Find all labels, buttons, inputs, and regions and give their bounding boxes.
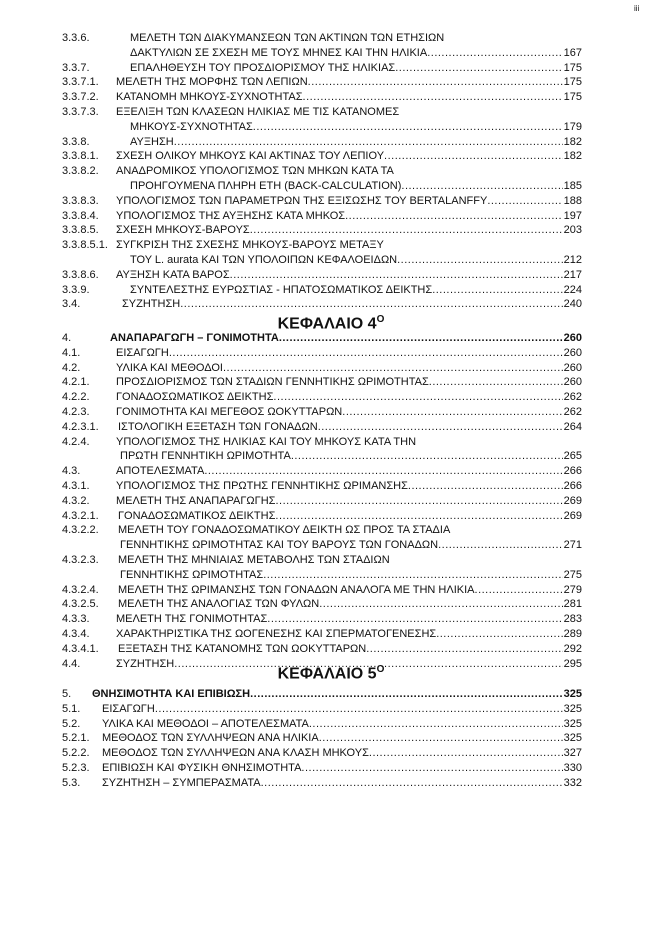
toc-entry-title: ΑΥΞΗΣΗ ΚΑΤΑ ΒΑΡΟΣ xyxy=(116,268,230,281)
chapter-4-title: ΚΕΦΑΛΑΙΟ 4 xyxy=(277,315,377,333)
toc-entry-line xyxy=(118,584,582,597)
toc-entry-title: ΑΝΑΔΡΟΜΙΚΟΣ ΥΠΟΛΟΓΙΣΜΟΣ ΤΩΝ ΜΗΚΩΝ ΚΑΤΑ ΤΑ xyxy=(116,165,394,178)
toc-entry xyxy=(62,762,582,775)
toc-entry-line xyxy=(116,150,582,163)
toc-entry-page: 185 xyxy=(563,180,582,192)
dot-leader xyxy=(250,224,563,237)
toc-entry-title: ΥΛΙΚΑ ΚΑΙ ΜΕΘΟΔΟΙ – ΑΠΟΤΕΛΕΣΜΑΤΑ xyxy=(102,717,309,730)
toc-entry-number: 5.2.2. xyxy=(62,747,90,760)
toc-entry-line xyxy=(118,510,582,523)
toc-entry-line xyxy=(116,480,582,493)
dot-leader xyxy=(275,510,562,523)
dot-leader xyxy=(318,421,563,434)
toc-entry-title: ΠΡΩΤΗ ΓΕΝΝΗΤΙΚΗ ΩΡΙΜΟΤΗΤΑ xyxy=(120,450,291,463)
toc-entry-number: 3.3.9. xyxy=(62,283,90,296)
toc-entry-title: ΘΝΗΣΙΜΟΤΗΤΑ ΚΑΙ ΕΠΙΒΙΩΣΗ xyxy=(92,688,251,700)
toc-entry xyxy=(62,436,582,449)
toc-entry-title: ΣΥΝΤΕΛΕΣΤΗΣ ΕΥΡΩΣΤΙΑΣ - ΗΠΑΤΟΣΩΜΑΤΙΚΟΣ ΔΕΙΚΤΗΣ xyxy=(130,283,433,296)
toc-entry-page: 283 xyxy=(563,613,582,626)
toc-entry xyxy=(62,347,582,360)
toc-entry-page: 260 xyxy=(563,361,582,374)
toc-entry-title: ΔΑΚΤΥΛΙΩΝ ΣΕ ΣΧΕΣΗ ΜΕ ΤΟΥΣ ΜΗΝΕΣ ΚΑΙ ΤΗΝ ΗΛΙΚΙΑ xyxy=(130,46,428,59)
toc-entry-page: 295 xyxy=(563,657,582,670)
toc-entry-page: 281 xyxy=(563,598,582,611)
toc-entry-page: 182 xyxy=(563,150,582,163)
toc-entry-page: 262 xyxy=(563,391,582,404)
toc-entry-page: 224 xyxy=(563,283,582,296)
toc-entry-number: 4. xyxy=(62,332,72,344)
toc-entry-number: 4.4. xyxy=(62,657,81,670)
toc-entry-line xyxy=(116,376,582,389)
toc-entry-page: 179 xyxy=(563,120,582,133)
toc-entry-page: 325 xyxy=(563,688,582,700)
dot-leader xyxy=(366,643,562,656)
toc-entry-number: 4.2.3.1. xyxy=(62,420,99,433)
toc-entry-title: ΤΟΥ L. aurata ΚΑΙ ΤΩΝ ΥΠΟΛΟΙΠΩΝ ΚΕΦΑΛΟΕΙΔΩΝ xyxy=(130,254,398,266)
toc-entry-number: 4.3.2.3. xyxy=(62,554,99,566)
toc-entry-page: 269 xyxy=(563,509,582,522)
toc-entry-number: 4.3.2. xyxy=(62,494,90,507)
dot-leader xyxy=(436,628,562,641)
toc-entry-number: 4.2.4. xyxy=(62,435,90,448)
toc-entry xyxy=(62,628,582,641)
toc-entry-page: 269 xyxy=(563,494,582,507)
toc-entry-page: 197 xyxy=(563,209,582,222)
toc-entry xyxy=(62,643,582,656)
dot-leader xyxy=(397,254,563,267)
dot-leader xyxy=(475,584,563,597)
toc-entry-number: 5.3. xyxy=(62,776,81,789)
toc-entry-page: 266 xyxy=(563,465,582,478)
toc-entry-line xyxy=(116,495,582,508)
dot-leader xyxy=(408,480,563,493)
dot-leader xyxy=(301,762,562,775)
toc-entry xyxy=(62,524,582,537)
toc-entry-number: 4.3.1. xyxy=(62,480,90,492)
toc-entry-page: 260 xyxy=(563,332,582,344)
toc-entry-title: ΣΧΕΣΗ ΜΗΚΟΥΣ-ΒΑΡΟΥΣ xyxy=(116,224,250,237)
toc-entry-line xyxy=(92,688,582,701)
toc-entry xyxy=(62,718,582,731)
toc-entry-number: 5.2. xyxy=(62,717,81,730)
toc-entry-title: ΜΕΛΕΤΗ ΤΗΣ ΜΟΡΦΗΣ ΤΩΝ ΛΕΠΙΩΝ xyxy=(116,76,308,89)
toc-entry-page: 188 xyxy=(563,194,582,207)
dot-leader xyxy=(308,76,563,89)
toc-entry-line xyxy=(102,777,582,790)
toc-entry xyxy=(62,150,582,163)
toc-entry-page: 325 xyxy=(563,717,582,730)
dot-leader xyxy=(263,569,562,582)
dot-leader xyxy=(273,391,562,404)
toc-entry-title: ΓΕΝΝΗΤΙΚΗΣ ΩΡΙΜΟΤΗΤΑΣ ΚΑΙ ΤΟΥ ΒΑΡΟΥΣ ΤΩΝ ΓΟΝΑΔΩΝ xyxy=(120,539,439,552)
toc-entry xyxy=(62,332,582,345)
dot-leader xyxy=(438,539,563,552)
dot-leader xyxy=(155,703,563,716)
toc-entry-number: 3.4. xyxy=(62,298,81,311)
toc-entry-number: 3.3.8.1. xyxy=(62,150,99,163)
toc-entry-number: 3.3.8.6. xyxy=(62,268,99,281)
toc-entry-line xyxy=(116,224,582,237)
toc-entry-title: ΣΥΖΗΤΗΣΗ – ΣΥΜΠΕΡΑΣΜΑΤΑ xyxy=(102,776,261,789)
toc-entry-number: 3.3.8.5. xyxy=(62,224,99,237)
toc-entry-page: 325 xyxy=(563,702,582,715)
toc-entry-title: ΑΠΟΤΕΛΕΣΜΑΤΑ xyxy=(116,465,205,478)
dot-leader xyxy=(174,136,563,149)
toc-entry-line xyxy=(118,643,582,656)
toc-entry xyxy=(62,613,582,626)
toc-entry-number: 4.2.2. xyxy=(62,391,90,404)
toc-entry-title: ΥΠΟΛΟΓΙΣΜΟΣ ΤΗΣ ΠΡΩΤΗΣ ΓΕΝΝΗΤΙΚΗΣ ΩΡΙΜΑΝΣΗΣ xyxy=(116,480,408,492)
dot-leader xyxy=(291,450,563,463)
toc-entry xyxy=(62,510,582,523)
toc-entry-number: 5. xyxy=(62,688,72,700)
toc-entry-number: 3.3.8.2. xyxy=(62,165,99,178)
toc-entry-page: 327 xyxy=(563,747,582,760)
toc-entry xyxy=(62,195,582,208)
toc-entry-page: 279 xyxy=(563,583,582,596)
dot-leader xyxy=(303,91,563,104)
toc-entry-title: ΓΟΝΑΔΟΣΩΜΑΤΙΚΟΣ ΔΕΙΚΤΗΣ xyxy=(118,509,276,522)
toc-entry xyxy=(62,254,582,267)
toc-entry-number: 3.3.8.4. xyxy=(62,209,99,222)
toc-entry xyxy=(62,362,582,375)
toc-entry-page: 240 xyxy=(563,298,582,311)
toc-entry xyxy=(62,777,582,790)
toc-entry-line xyxy=(102,718,582,731)
toc-entry-number: 3.3.6. xyxy=(62,32,90,44)
toc-entry xyxy=(62,106,582,119)
toc-entry-line xyxy=(102,703,582,716)
toc-entry-line xyxy=(130,47,582,60)
toc-entry xyxy=(62,450,582,463)
toc-entry-number: 4.2. xyxy=(62,361,81,374)
dot-leader xyxy=(204,465,562,478)
dot-leader xyxy=(429,376,563,389)
toc-entry-title: ΥΠΟΛΟΓΙΣΜΟΣ ΤΗΣ ΗΛΙΚΙΑΣ ΚΑΙ ΤΟΥ ΜΗΚΟΥΣ ΚΑΤΑ ΤΗΝ xyxy=(116,435,417,448)
toc-entry-line xyxy=(116,465,582,478)
toc-entry-title: ΕΠΙΒΙΩΣΗ ΚΑΙ ΦΥΣΙΚΗ ΘΝΗΣΙΜΟΤΗΤΑ xyxy=(102,762,302,774)
toc-entry-title: ΕΞΕΛΙΞΗ ΤΩΝ ΚΛΑΣΕΩΝ ΗΛΙΚΙΑΣ ΜΕ ΤΙΣ ΚΑΤΑΝΟΜΕΣ xyxy=(116,106,400,118)
toc-entry-page: 265 xyxy=(563,450,582,463)
toc-entry-number: 3.3.8.3. xyxy=(62,194,99,207)
toc-entry-title: ΜΕΘΟΔΟΣ ΤΩΝ ΣΥΛΛΗΨΕΩΝ ΑΝΑ ΚΛΑΣΗ ΜΗΚΟΥΣ xyxy=(102,747,369,760)
toc-entry-number: 5.2.1. xyxy=(62,732,90,745)
toc-entry xyxy=(62,554,582,567)
toc-entry-number: 4.3.4. xyxy=(62,628,90,640)
toc-entry xyxy=(62,210,582,223)
dot-leader xyxy=(487,195,562,208)
dot-leader xyxy=(253,121,563,134)
toc-entry-number: 3.3.7.1. xyxy=(62,76,99,89)
toc-entry-line xyxy=(120,450,582,463)
toc-entry xyxy=(62,91,582,104)
toc-entry-title: ΙΣΤΟΛΟΓΙΚΗ ΕΞΕΤΑΣΗ ΤΩΝ ΓΟΝΑΔΩΝ xyxy=(118,420,318,433)
toc-entry-line xyxy=(116,613,582,626)
toc-entry-title: ΕΙΣΑΓΩΓΗ xyxy=(102,702,155,715)
toc-entry-number: 4.1. xyxy=(62,346,81,359)
toc-entry xyxy=(62,732,582,745)
toc-entry-title: ΕΠΑΛΗΘΕΥΣΗ ΤΟΥ ΠΡΟΣΔΙΟΡΙΣΜΟΥ ΤΗΣ ΗΛΙΚΙΑΣ xyxy=(130,61,396,74)
toc-entry-line xyxy=(116,195,582,208)
toc-entry-title: ΣΧΕΣΗ ΟΛΙΚΟΥ ΜΗΚΟΥΣ ΚΑΙ ΑΚΤΙΝΑΣ ΤΟΥ ΛΕΠΙΟΥ xyxy=(116,150,385,163)
toc-entry-line xyxy=(110,332,582,345)
toc-entry-number: 4.3.2.2. xyxy=(62,524,99,537)
toc-entry xyxy=(62,298,582,311)
toc-entry-line xyxy=(120,539,582,552)
toc-entry-title: ΜΕΛΕΤΗ ΤΗΣ ΑΝΑΠΑΡΑΓΩΓΗΣ xyxy=(116,494,276,507)
toc-entry-line xyxy=(102,762,582,775)
toc-entry xyxy=(62,703,582,716)
toc-entry-title: ΥΠΟΛΟΓΙΣΜΟΣ ΤΗΣ ΑΥΞΗΣΗΣ ΚΑΤΑ ΜΗΚΟΣ xyxy=(116,209,346,222)
toc-entry-line xyxy=(116,91,582,104)
toc-entry-number: 4.3.2.1. xyxy=(62,509,99,522)
toc-entry xyxy=(62,180,582,193)
toc-entry-title: ΜΕΘΟΔΟΣ ΤΩΝ ΣΥΛΛΗΨΕΩΝ ΑΝΑ ΗΛΙΚΙΑ xyxy=(102,732,319,745)
toc-entry-page: 182 xyxy=(563,135,582,148)
dot-leader xyxy=(345,210,563,223)
toc-entry-page: 167 xyxy=(563,46,582,59)
toc-entry-line xyxy=(120,569,582,582)
toc-entry-title: ΠΡΟΗΓΟΥΜΕΝΑ ΠΛΗΡΗ ΕΤΗ (BACK-CALCULATION) xyxy=(130,180,402,192)
toc-entry-page: 203 xyxy=(563,224,582,237)
toc-entry-line xyxy=(116,210,582,223)
dot-leader xyxy=(261,777,563,790)
toc-entry-line xyxy=(130,284,582,297)
toc-entry-line xyxy=(102,747,582,760)
toc-entry-title: ΜΕΛΕΤΗ ΤΩΝ ΔΙΑΚΥΜΑΝΣΕΩΝ ΤΩΝ ΑΚΤΙΝΩΝ ΤΩΝ ΕΤΗΣΙΩΝ xyxy=(130,32,445,44)
dot-leader xyxy=(395,62,562,75)
toc-entry-title: ΕΞΕΤΑΣΗ ΤΗΣ ΚΑΤΑΝΟΜΗΣ ΤΩΝ ΩΟΚΥΤΤΑΡΩΝ xyxy=(118,642,367,655)
toc-entry-title: ΣΥΓΚΡΙΣΗ ΤΗΣ ΣΧΕΣΗΣ ΜΗΚΟΥΣ-ΒΑΡΟΥΣ ΜΕΤΑΞΥ xyxy=(116,239,384,252)
toc-entry-page: 266 xyxy=(563,480,582,492)
dot-leader xyxy=(230,269,563,282)
toc-entry-line xyxy=(116,406,582,419)
toc-entry-title: ΑΥΞΗΣΗ xyxy=(130,135,174,148)
toc-entry-title: ΣΥΖΗΤΗΣΗ xyxy=(116,657,175,670)
chapter-4-heading xyxy=(0,314,662,333)
dot-leader xyxy=(432,284,562,297)
toc-entry-title: ΚΑΤΑΝΟΜΗ ΜΗΚΟΥΣ-ΣΥΧΝΟΤΗΤΑΣ xyxy=(116,91,303,104)
toc-entry-page: 289 xyxy=(563,628,582,640)
dot-leader xyxy=(223,362,563,375)
toc-entry-number: 4.3.2.4. xyxy=(62,583,99,596)
toc-entry xyxy=(62,421,582,434)
toc-entry xyxy=(62,76,582,89)
toc-entry-line xyxy=(116,362,582,375)
toc-entry-number: 3.3.7.2. xyxy=(62,91,99,104)
toc-entry-title: ΑΝΑΠΑΡΑΓΩΓΗ – ΓΟΝΙΜΟΤΗΤΑ xyxy=(110,332,279,344)
toc-entry xyxy=(62,480,582,493)
toc-entry-number: 4.3.3. xyxy=(62,613,90,626)
toc-entry-title: ΥΛΙΚΑ ΚΑΙ ΜΕΘΟΔΟΙ xyxy=(116,361,223,374)
toc-entry-title: ΓΟΝΑΔΟΣΩΜΑΤΙΚΟΣ ΔΕΙΚΤΗΣ xyxy=(116,391,274,404)
dot-leader xyxy=(319,732,563,745)
toc-entry xyxy=(62,584,582,597)
dot-leader xyxy=(401,180,562,193)
toc-entry xyxy=(62,224,582,237)
dot-leader xyxy=(384,150,563,163)
toc-entry xyxy=(62,32,582,45)
toc-entry-page: 260 xyxy=(563,346,582,359)
toc-entry-title: ΜΗΚΟΥΣ-ΣΥΧΝΟΤΗΤΑΣ xyxy=(130,120,253,133)
toc-entry-number: 3.3.8. xyxy=(62,135,90,148)
toc-entry-title: ΜΕΛΕΤΗ ΤΗΣ ΑΝΑΛΟΓΙΑΣ ΤΩΝ ΦΥΛΩΝ xyxy=(118,598,320,611)
toc-entry-line xyxy=(116,391,582,404)
toc-entry-line xyxy=(116,347,582,360)
toc-entry-line xyxy=(130,121,582,134)
dot-leader xyxy=(267,613,562,626)
chapter-5-sup: Ο xyxy=(376,664,385,675)
toc-entry-number: 5.2.3. xyxy=(62,762,90,774)
toc-entry-title: ΓΟΝΙΜΟΤΗΤΑ ΚΑΙ ΜΕΓΕΘΟΣ ΩΟΚΥΤΤΑΡΩΝ xyxy=(116,406,343,418)
toc-entry xyxy=(62,47,582,60)
toc-entry-number: 3.3.7. xyxy=(62,61,90,74)
chapter-5-title: ΚΕΦΑΛΑΙΟ 5 xyxy=(277,665,377,683)
toc-entry-title: ΧΑΡΑΚΤΗΡΙΣΤΙΚΑ ΤΗΣ ΩΟΓΕΝΕΣΗΣ ΚΑΙ ΣΠΕΡΜΑΤΟΓΕΝΕΣΗΣ xyxy=(116,628,437,640)
toc-entry-title: ΜΕΛΕΤΗ ΤΗΣ ΜΗΝΙΑΙΑΣ ΜΕΤΑΒΟΛΗΣ ΤΩΝ ΣΤΑΔΙΩΝ xyxy=(118,554,390,566)
toc-entry xyxy=(62,688,582,701)
toc-entry-line xyxy=(122,298,582,311)
toc-entry xyxy=(62,239,582,252)
toc-entry xyxy=(62,136,582,149)
toc-entry-page: 325 xyxy=(563,732,582,745)
toc-entry-page: 264 xyxy=(563,420,582,433)
toc-entry-line xyxy=(130,62,582,75)
toc-entry-number: 5.1. xyxy=(62,702,81,715)
toc-entry-line xyxy=(102,732,582,745)
toc-entry-page: 330 xyxy=(563,762,582,774)
toc-entry-title: ΣΥΖΗΤΗΣΗ xyxy=(122,298,181,311)
toc-entry-line xyxy=(130,254,582,267)
toc-entry-line xyxy=(130,180,582,193)
toc-entry xyxy=(62,284,582,297)
toc-entry-title: ΥΠΟΛΟΓΙΣΜΟΣ ΤΩΝ ΠΑΡΑΜΕΤΡΩΝ ΤΗΣ ΕΞΙΣΩΣΗΣ ΤΟΥ BERTALANFFY xyxy=(116,194,488,207)
toc-entry-number: 4.2.3. xyxy=(62,406,90,418)
toc-entry xyxy=(62,269,582,282)
dot-leader xyxy=(309,718,563,731)
toc-entry-page: 332 xyxy=(563,776,582,789)
toc-entry-title: ΓΕΝΝΗΤΙΚΗΣ ΩΡΙΜΟΤΗΤΑΣ xyxy=(120,568,264,581)
toc-entry-page: 292 xyxy=(563,642,582,655)
dot-leader xyxy=(427,47,562,60)
toc-entry-page: 175 xyxy=(563,91,582,104)
dot-leader xyxy=(319,598,562,611)
toc-entry-page: 175 xyxy=(563,61,582,74)
dot-leader xyxy=(250,688,563,701)
toc-entry-page: 262 xyxy=(563,406,582,418)
toc-entry-page: 217 xyxy=(563,268,582,281)
toc-entry xyxy=(62,495,582,508)
toc-entry-title: ΜΕΛΕΤΗ ΤΟΥ ΓΟΝΑΔΟΣΩΜΑΤΙΚΟΥ ΔΕΙΚΤΗ ΩΣ ΠΡΟΣ ΤΑ ΣΤΑΔΙΑ xyxy=(118,524,451,537)
toc-entry-number: 4.2.1. xyxy=(62,376,90,389)
toc-entry xyxy=(62,598,582,611)
toc-entry-number: 4.3. xyxy=(62,465,81,478)
dot-leader xyxy=(275,495,562,508)
toc-entry xyxy=(62,121,582,134)
page-number: iii xyxy=(634,4,640,13)
toc-entry-page: 275 xyxy=(563,568,582,581)
dot-leader xyxy=(180,298,562,311)
toc-entry-title: ΜΕΛΕΤΗ ΤΗΣ ΓΟΝΙΜΟΤΗΤΑΣ xyxy=(116,613,268,626)
toc-entry-page: 260 xyxy=(563,376,582,389)
chapter-5-heading xyxy=(0,664,662,683)
toc-entry-line xyxy=(118,598,582,611)
toc-entry-number: 3.3.8.5.1. xyxy=(62,239,108,252)
toc-entry-line xyxy=(130,136,582,149)
toc-entry-number: 4.3.4.1. xyxy=(62,642,99,655)
toc-entry xyxy=(62,62,582,75)
toc-entry-title: ΠΡΟΣΔΙΟΡΙΣΜΟΣ ΤΩΝ ΣΤΑΔΙΩΝ ΓΕΝΝΗΤΙΚΗΣ ΩΡΙΜΟΤΗΤΑΣ xyxy=(116,376,429,389)
toc-entry xyxy=(62,539,582,552)
toc-entry-title: ΕΙΣΑΓΩΓΗ xyxy=(116,346,169,359)
chapter-4-sup: Ο xyxy=(376,314,385,325)
toc-entry-number: 3.3.7.3. xyxy=(62,106,99,118)
dot-leader xyxy=(342,406,562,419)
toc-entry-page: 175 xyxy=(563,76,582,89)
toc-entry xyxy=(62,406,582,419)
toc-entry-title: ΜΕΛΕΤΗ ΤΗΣ ΩΡΙΜΑΝΣΗΣ ΤΩΝ ΓΟΝΑΔΩΝ ΑΝΑΛΟΓΑ ΜΕ ΤΗΝ ΗΛΙΚΙΑ xyxy=(118,583,475,596)
toc-entry-line xyxy=(116,628,582,641)
toc-entry xyxy=(62,391,582,404)
toc-entry xyxy=(62,747,582,760)
toc-entry xyxy=(62,165,582,178)
dot-leader xyxy=(279,332,563,345)
toc-entry xyxy=(62,465,582,478)
dot-leader xyxy=(369,747,563,760)
toc-entry-line xyxy=(116,269,582,282)
toc-entry xyxy=(62,376,582,389)
toc-entry xyxy=(62,569,582,582)
toc-entry-page: 212 xyxy=(563,254,582,266)
toc-entry-number: 4.3.2.5. xyxy=(62,598,99,611)
toc-entry-line xyxy=(118,421,582,434)
dot-leader xyxy=(169,347,563,360)
toc-entry-line xyxy=(116,76,582,89)
toc-entry-page: 271 xyxy=(563,539,582,552)
